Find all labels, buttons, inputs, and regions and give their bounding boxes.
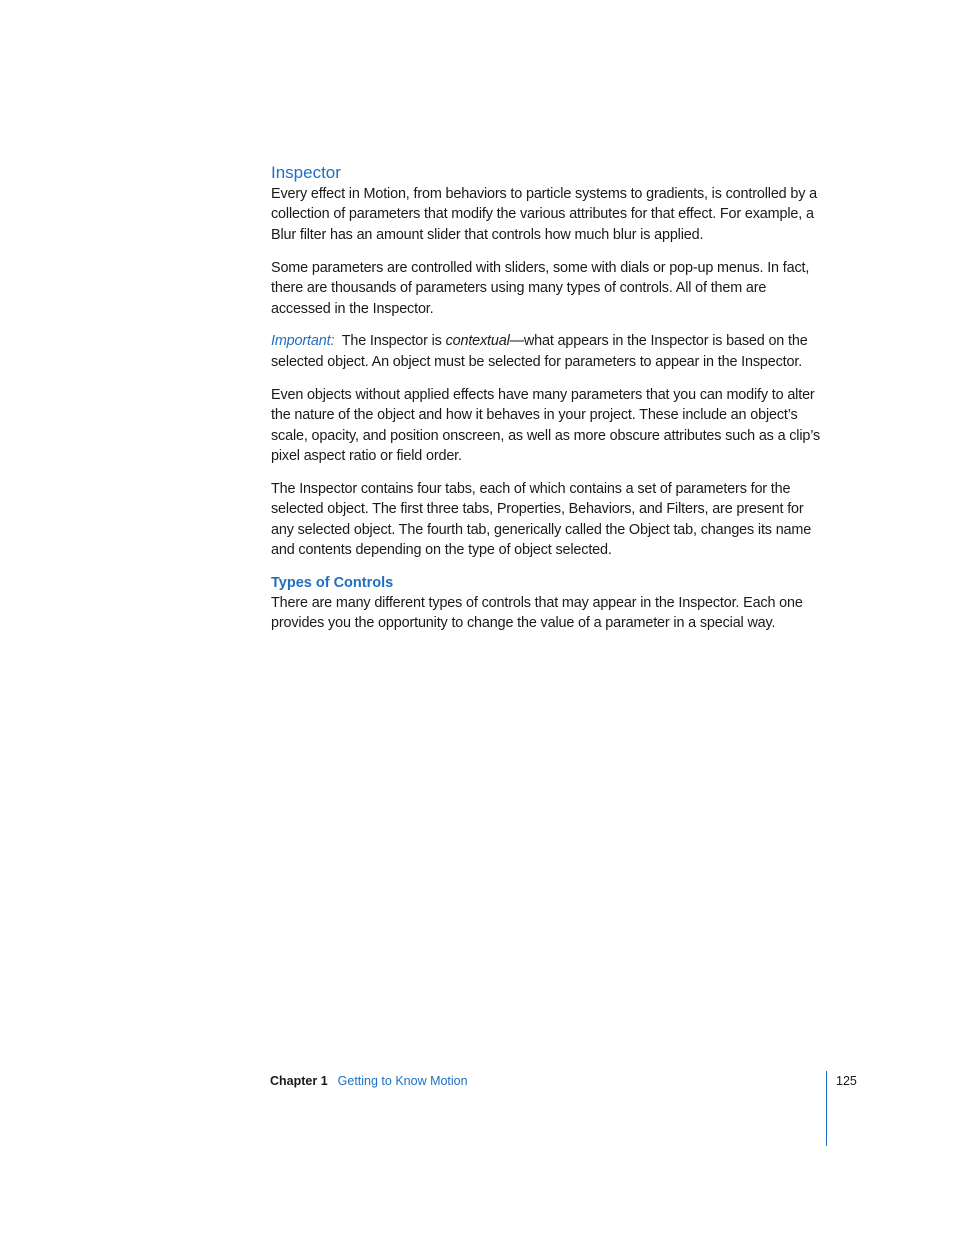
footer-chapter: Chapter 1 xyxy=(270,1074,328,1088)
important-emphasis: contextual xyxy=(445,333,510,350)
important-text-after: —what appears in the Inspector is based on the selected object. An object must be selected for parameters to appear in the Inspector. xyxy=(271,333,808,370)
footer-chapter-title: Getting to Know Motion xyxy=(337,1074,468,1088)
paragraph-2: Some parameters are controlled with sliders, some with dials or pop-up menus. In fact, there are thousands of parameters using many types of controls. All of them are accessed in the Inspector. xyxy=(271,259,810,317)
paragraph-1: Every effect in Motion, from behaviors to particle systems to gradients, is controlled by a collection of parameters that modify the various attributes for that effect. For example, a Blur filter has an amount slider that controls how much blur is applied. xyxy=(271,186,817,243)
section-heading: Inspector xyxy=(271,163,341,182)
subsection-paragraph: There are many different types of controls that may appear in the Inspector. Each one provides you the opportunity to change the value of a parameter in a special way. xyxy=(271,595,803,632)
page-content xyxy=(271,162,823,646)
paragraph-5: The Inspector contains four tabs, each of which contains a set of parameters for the selected object. The first three tabs, Properties, Behaviors, and Filters, are present for any selected object. The fourth tab, generically called the Object tab, changes its name and contents depending on the type of object selected. xyxy=(271,480,812,559)
page-number: 125 xyxy=(836,1074,857,1088)
paragraph-3-important xyxy=(271,331,823,372)
subsection-heading: Types of Controls xyxy=(271,575,394,591)
important-text-before: The Inspector is xyxy=(341,333,446,350)
paragraph-4: Even objects without applied effects have many parameters that you can modify to alter the nature of the object and how it behaves in your project. These include an object’s scale, opacity, and position onscreen, as well as more obscure attributes such as a clip’s pixel aspect ratio or field order. xyxy=(271,386,821,464)
important-label: Important: xyxy=(271,333,335,350)
footer-divider xyxy=(826,1071,827,1146)
page-footer xyxy=(270,1072,468,1090)
